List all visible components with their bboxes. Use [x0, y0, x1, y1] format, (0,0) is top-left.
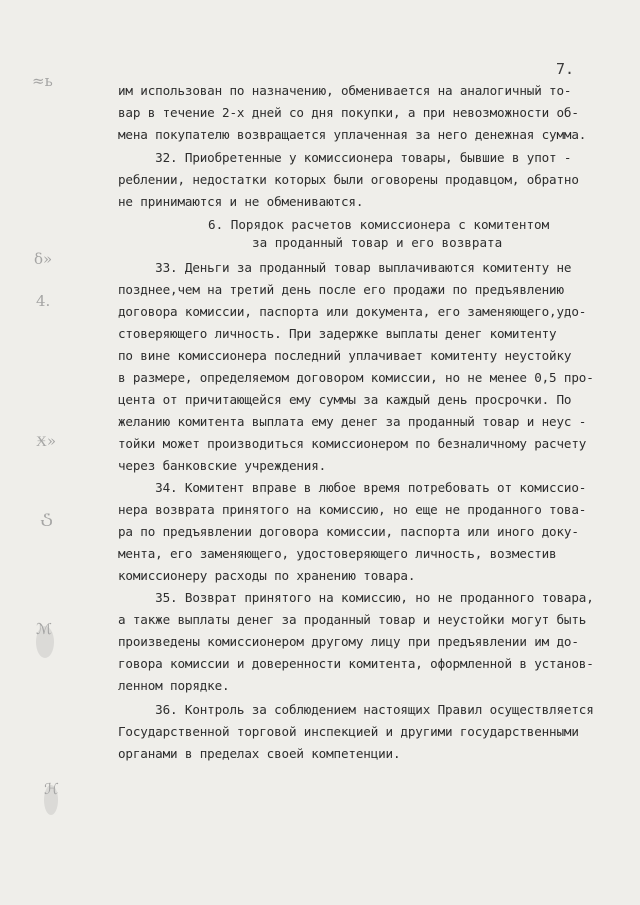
text-line: договора комиссии, паспорта или документа, его заменяющего,удо- — [118, 304, 587, 319]
margin-mark-7: ℋ — [44, 780, 59, 798]
text-line: не принимаются и не обмениваются. — [118, 194, 364, 209]
text-line: им использован по назначению, обменивается на аналогичный то- — [118, 83, 572, 98]
text-line: через банковские учреждения. — [118, 458, 327, 473]
text-line: ра по предъявлении договора комиссии, паспорта или иного доку- — [118, 524, 579, 539]
text-line: мента, его заменяющего, удостоверяющего личность, возместив — [118, 546, 557, 561]
margin-smudge — [44, 785, 58, 815]
text-line: Государственной торговой инспекцией и другими государственными — [118, 724, 579, 739]
text-line: тойки может производиться комиссионером по безналичному расчету — [118, 436, 587, 451]
section-heading-line: 6. Порядок расчетов комиссионера с комитентом — [208, 217, 550, 232]
margin-mark-3: 4. — [36, 292, 51, 310]
text-line: 33. Деньги за проданный товар выплачиваются комитенту не — [118, 260, 572, 275]
text-line: ленном порядке. — [118, 678, 230, 693]
text-line: а также выплаты денег за проданный товар и неустойки могут быть — [118, 612, 587, 627]
text-line: 36. Контроль за соблюдением настоящих Правил осуществляется — [118, 702, 594, 717]
text-line: нера возврата принятого на комиссию, но еще не проданного това- — [118, 502, 587, 517]
text-line: произведены комиссионером другому лицу при предъявлении им до- — [118, 634, 579, 649]
margin-mark-1: ≈ь — [32, 72, 53, 90]
section-heading-line: за проданный товар и его возврата — [252, 235, 503, 250]
margin-mark-5: Ⴢ — [40, 512, 53, 530]
text-line: 35. Возврат принятого на комиссию, но не проданного товара, — [118, 590, 594, 605]
text-line: желанию комитента выплата ему денег за проданный товар и неус - — [118, 414, 587, 429]
text-line: по вине комиссионера последний уплачивает комитенту неустойку — [118, 348, 572, 363]
margin-smudge — [36, 626, 54, 658]
text-line: цента от причитающейся ему суммы за каждый день просрочки. По — [118, 392, 572, 407]
text-line: реблении, недостатки которых были оговорены продавцом, обратно — [118, 172, 579, 187]
margin-mark-6: ℳ — [36, 620, 53, 638]
text-line: стоверяющего личность. При задержке выплаты денег комитенту — [118, 326, 557, 341]
margin-mark-2: δ» — [34, 250, 53, 268]
text-line: мена покупателю возвращается уплаченная за него денежная сумма. — [118, 127, 587, 142]
text-line: в размере, определяемом договором комиссии, но не менее 0,5 про- — [118, 370, 594, 385]
text-line: 32. Приобретенные у комиссионера товары, бывшие в упот - — [118, 150, 572, 165]
text-line: вар в течение 2-х дней со дня покупки, а при невозможности об- — [118, 105, 579, 120]
text-line: органами в пределах своей компетенции. — [118, 746, 401, 761]
page-number: 7. — [556, 60, 575, 78]
text-line: 34. Комитент вправе в любое время потребовать от комиссио- — [118, 480, 587, 495]
margin-mark-4: Ӿ» — [36, 432, 57, 450]
text-line: комиссионеру расходы по хранению товара. — [118, 568, 416, 583]
text-line: позднее,чем на третий день после его продажи по предъявлению — [118, 282, 564, 297]
text-line: говора комиссии и доверенности комитента, оформленной в установ- — [118, 656, 594, 671]
